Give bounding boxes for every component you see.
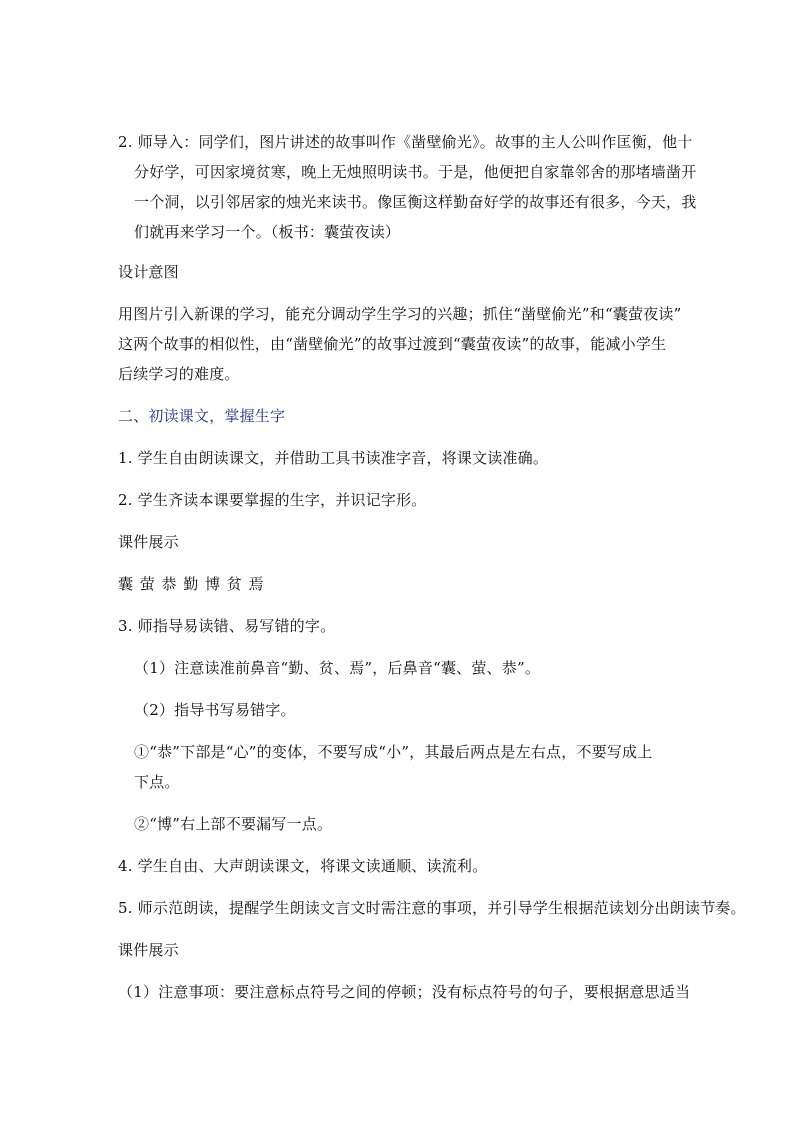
courseware-label-2: 课件展示 — [118, 941, 179, 959]
section-prefix: 二、 — [118, 407, 149, 425]
design-line-1: 用图片引入新课的学习，能充分调动学生学习的兴趣；抓住“凿壁偷光”和“囊萤夜读” — [118, 305, 682, 323]
intro-line-1: 2. 师导入：同学们，图片讲述的故事叫作《凿壁偷光》。故事的主人公叫作匡衡，他十 — [118, 133, 693, 151]
section-heading — [118, 406, 678, 426]
sub-point-1: （1）注意读准前鼻音“勤、贫、焉”，后鼻音“囊、萤、恭”。 — [134, 659, 541, 677]
attention-line: （1）注意事项：要注意标点符号之间的停顿；没有标点符号的句子，要根据意思适当 — [118, 983, 691, 1001]
step-4: 4. 学生自由、大声朗读课文，将课文读通顺、读流利。 — [118, 857, 488, 875]
courseware-label-1: 课件展示 — [118, 533, 179, 551]
step-1: 1. 学生自由朗读课文，并借助工具书读准字音，将课文读准确。 — [118, 449, 549, 467]
section-title: 初读课文，掌握生字 — [148, 407, 286, 425]
sub-point-2: （2）指导书写易错字。 — [134, 701, 296, 719]
intro-line-2: 分好学，可因家境贫寒，晚上无烛照明读书。于是，他便把自家靠邻舍的那堵墙凿开 — [134, 163, 697, 181]
note-1-line-1: ①“恭”下部是“心”的变体，不要写成“小”，其最后两点是左右点，不要写成上 — [134, 743, 653, 761]
new-characters: 囊 萤 恭 勤 博 贫 焉 — [118, 575, 265, 593]
design-intent-heading: 设计意图 — [118, 263, 179, 281]
design-line-2: 这两个故事的相似性，由“凿壁偷光”的故事过渡到“囊萤夜读”的故事，能减小学生 — [118, 335, 667, 353]
step-3: 3. 师指导易读错、易写错的字。 — [118, 617, 336, 635]
intro-line-3: 一个洞，以引邻居家的烛光来读书。像匡衡这样勤奋好学的故事还有很多，今天，我 — [134, 193, 697, 211]
design-line-3: 后续学习的难度。 — [118, 365, 240, 383]
note-2: ②“博”右上部不要漏写一点。 — [134, 815, 333, 833]
intro-line-4: 们就再来学习一个。（板书：囊萤夜读） — [134, 223, 401, 241]
step-2: 2. 学生齐读本课要掌握的生字，并识记字形。 — [118, 491, 427, 509]
step-5: 5. 师示范朗读，提醒学生朗读文言文时需注意的事项，并引导学生根据范读划分出朗读节奏。 — [118, 899, 746, 917]
note-1-line-2: 下点。 — [134, 773, 180, 791]
